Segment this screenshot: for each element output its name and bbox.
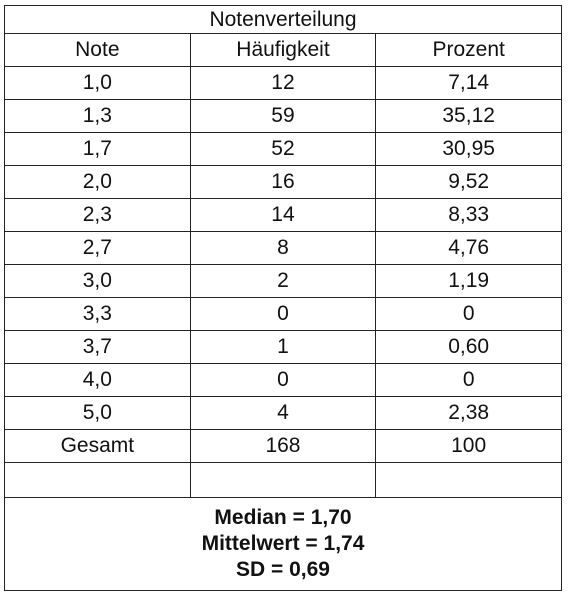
total-percent: 100	[376, 430, 562, 463]
cell-frequency: 0	[190, 298, 376, 331]
empty-cell	[190, 463, 376, 498]
cell-note: 4,0	[5, 364, 191, 397]
cell-percent: 2,38	[376, 397, 562, 430]
cell-note: 2,7	[5, 232, 191, 265]
total-label: Gesamt	[5, 430, 191, 463]
grade-distribution-table	[4, 5, 562, 591]
header-note: Note	[5, 34, 191, 67]
mean-value: Mittelwert = 1,74	[201, 532, 365, 555]
stats-row	[5, 498, 562, 591]
cell-percent: 7,14	[376, 67, 562, 100]
empty-cell	[5, 463, 191, 498]
cell-percent: 35,12	[376, 100, 562, 133]
cell-frequency: 12	[190, 67, 376, 100]
total-row	[5, 430, 562, 463]
summary-statistics	[5, 498, 562, 591]
cell-percent: 30,95	[376, 133, 562, 166]
cell-frequency: 16	[190, 166, 376, 199]
table-row	[5, 133, 562, 166]
empty-row	[5, 463, 562, 498]
table-row	[5, 100, 562, 133]
table-title: Notenverteilung	[5, 6, 562, 34]
cell-note: 3,3	[5, 298, 191, 331]
table-row	[5, 331, 562, 364]
cell-note: 2,0	[5, 166, 191, 199]
cell-frequency: 52	[190, 133, 376, 166]
cell-frequency: 14	[190, 199, 376, 232]
cell-note: 5,0	[5, 397, 191, 430]
table-row	[5, 265, 562, 298]
cell-percent: 8,33	[376, 199, 562, 232]
sd-value: SD = 0,69	[236, 558, 330, 581]
cell-percent: 0,60	[376, 331, 562, 364]
header-frequency: Häufigkeit	[190, 34, 376, 67]
cell-percent: 1,19	[376, 265, 562, 298]
cell-percent: 0	[376, 364, 562, 397]
cell-percent: 4,76	[376, 232, 562, 265]
cell-note: 1,3	[5, 100, 191, 133]
cell-note: 1,0	[5, 67, 191, 100]
cell-percent: 9,52	[376, 166, 562, 199]
cell-frequency: 4	[190, 397, 376, 430]
cell-frequency: 0	[190, 364, 376, 397]
empty-cell	[376, 463, 562, 498]
table-row	[5, 232, 562, 265]
table-row	[5, 199, 562, 232]
title-row	[5, 6, 562, 34]
cell-note: 2,3	[5, 199, 191, 232]
table-row	[5, 397, 562, 430]
cell-frequency: 59	[190, 100, 376, 133]
cell-frequency: 8	[190, 232, 376, 265]
cell-frequency: 1	[190, 331, 376, 364]
cell-note: 3,0	[5, 265, 191, 298]
table-row	[5, 166, 562, 199]
table-body	[5, 6, 562, 591]
total-frequency: 168	[190, 430, 376, 463]
median-value: Median = 1,70	[214, 506, 352, 529]
cell-note: 1,7	[5, 133, 191, 166]
cell-frequency: 2	[190, 265, 376, 298]
table-row	[5, 67, 562, 100]
table-row	[5, 298, 562, 331]
header-row	[5, 34, 562, 67]
header-percent: Prozent	[376, 34, 562, 67]
cell-note: 3,7	[5, 331, 191, 364]
cell-percent: 0	[376, 298, 562, 331]
table-row	[5, 364, 562, 397]
